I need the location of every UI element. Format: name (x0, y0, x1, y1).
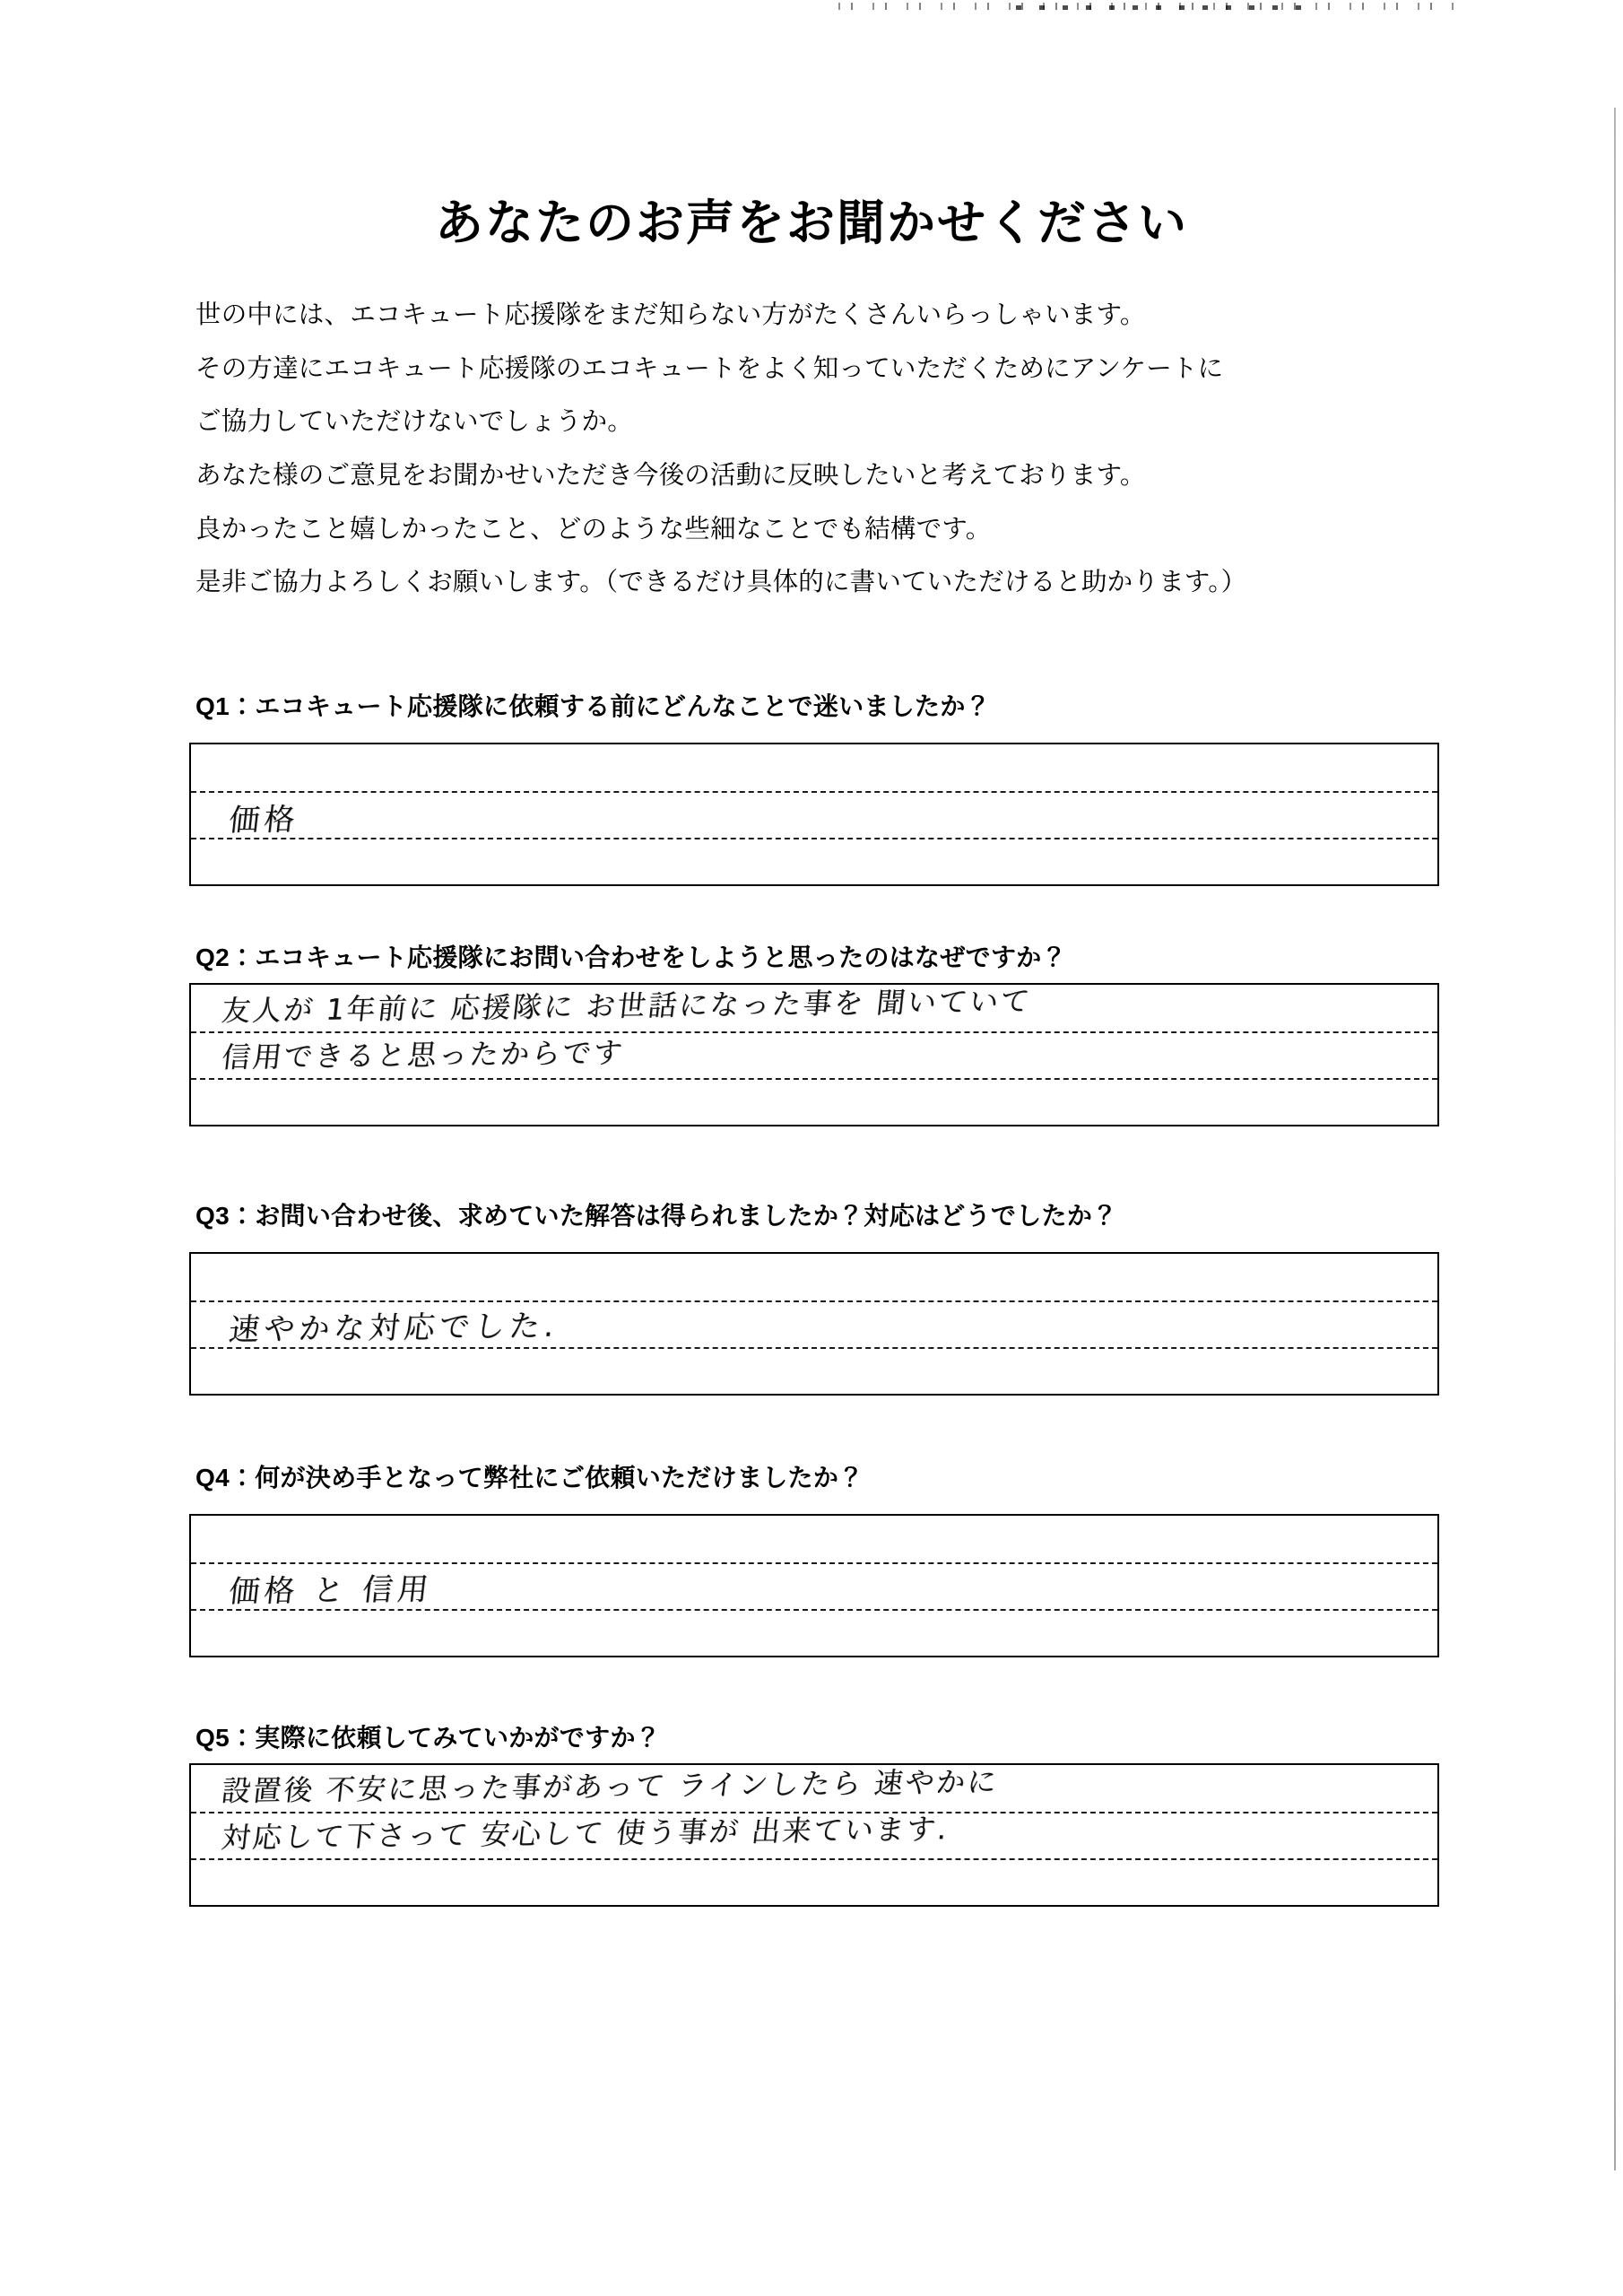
intro-line-3: ご協力していただけないでしょうか。 (195, 407, 633, 437)
answer-row[interactable] (191, 1609, 1437, 1656)
answer-row[interactable] (191, 1812, 1437, 1858)
intro-paragraph (195, 300, 1469, 621)
handwritten-answer-line: 価格 と 信用 (227, 1571, 435, 1611)
answer-box-q2[interactable] (189, 983, 1439, 1126)
question-label-q3: Q3：お問い合わせ後、求めていた解答は得られましたか？対応はどうでしたか？ (195, 1202, 1118, 1230)
handwritten-answer-line: 速やかな対応でした. (227, 1308, 560, 1349)
answer-row[interactable] (191, 1031, 1437, 1078)
handwritten-answer-line: 設置後 不安に思った事があって ラインしたら 速やかに (220, 1764, 1001, 1809)
intro-line-2: その方達にエコキュート応援隊のエコキュートをよく知っていただくためにアンケートに (195, 353, 1224, 383)
intro-line-5: 良かったこと嬉しかったこと、どのような些細なことでも結構です。 (195, 514, 992, 544)
answer-row[interactable] (191, 791, 1437, 838)
answer-row[interactable] (191, 1562, 1437, 1609)
answer-row[interactable] (191, 1300, 1437, 1347)
answer-row[interactable] (191, 1078, 1437, 1125)
answer-row[interactable] (191, 744, 1437, 791)
handwritten-answer-line: 対応して下さって 安心して 使う事が 出来ています. (220, 1812, 951, 1856)
intro-line-1: 世の中には、エコキュート応援隊をまだ知らない方がたくさんいらっしゃいます。 (195, 300, 1146, 329)
answer-row[interactable] (191, 1858, 1437, 1905)
answer-box-q3[interactable] (189, 1252, 1439, 1396)
answer-row[interactable] (191, 1516, 1437, 1562)
answer-row[interactable] (191, 1765, 1437, 1812)
answer-box-q1[interactable] (189, 743, 1439, 886)
handwritten-answer-line: 信用できると思ったからです (220, 1035, 627, 1075)
question-label-q2: Q2：エコキュート応援隊にお問い合わせをしようと思ったのはなぜですか？ (195, 944, 1067, 971)
question-label-q4: Q4：何が決め手となって弊社にご依頼いただけましたか？ (195, 1464, 864, 1492)
answer-row[interactable] (191, 1347, 1437, 1394)
question-label-q1: Q1：エコキュート応援隊に依頼する前にどんなことで迷いましたか？ (195, 692, 991, 720)
scan-artifact-top-secondary (1013, 5, 1309, 10)
handwritten-answer-line: 友人が 1年前に 応援隊に お世話になった事を 聞いていて (220, 983, 1034, 1029)
scan-edge-line (1614, 108, 1616, 2170)
question-label-q5: Q5：実際に依頼してみていかがですか？ (195, 1724, 662, 1752)
answer-box-q5[interactable] (189, 1763, 1439, 1907)
answer-row[interactable] (191, 985, 1437, 1031)
answer-box-q4[interactable] (189, 1514, 1439, 1657)
intro-line-6: 是非ご協力よろしくお願いします。（できるだけ具体的に書いていただけると助かります。） (195, 568, 1247, 597)
page-title: あなたのお声をお聞かせください (435, 196, 1188, 251)
intro-line-4: あなた様のご意見をお聞かせいただき今後の活動に反映したいと考えております。 (195, 460, 1146, 490)
answer-row[interactable] (191, 1254, 1437, 1300)
answer-row[interactable] (191, 838, 1437, 884)
handwritten-answer-line: 価格 (227, 802, 301, 839)
